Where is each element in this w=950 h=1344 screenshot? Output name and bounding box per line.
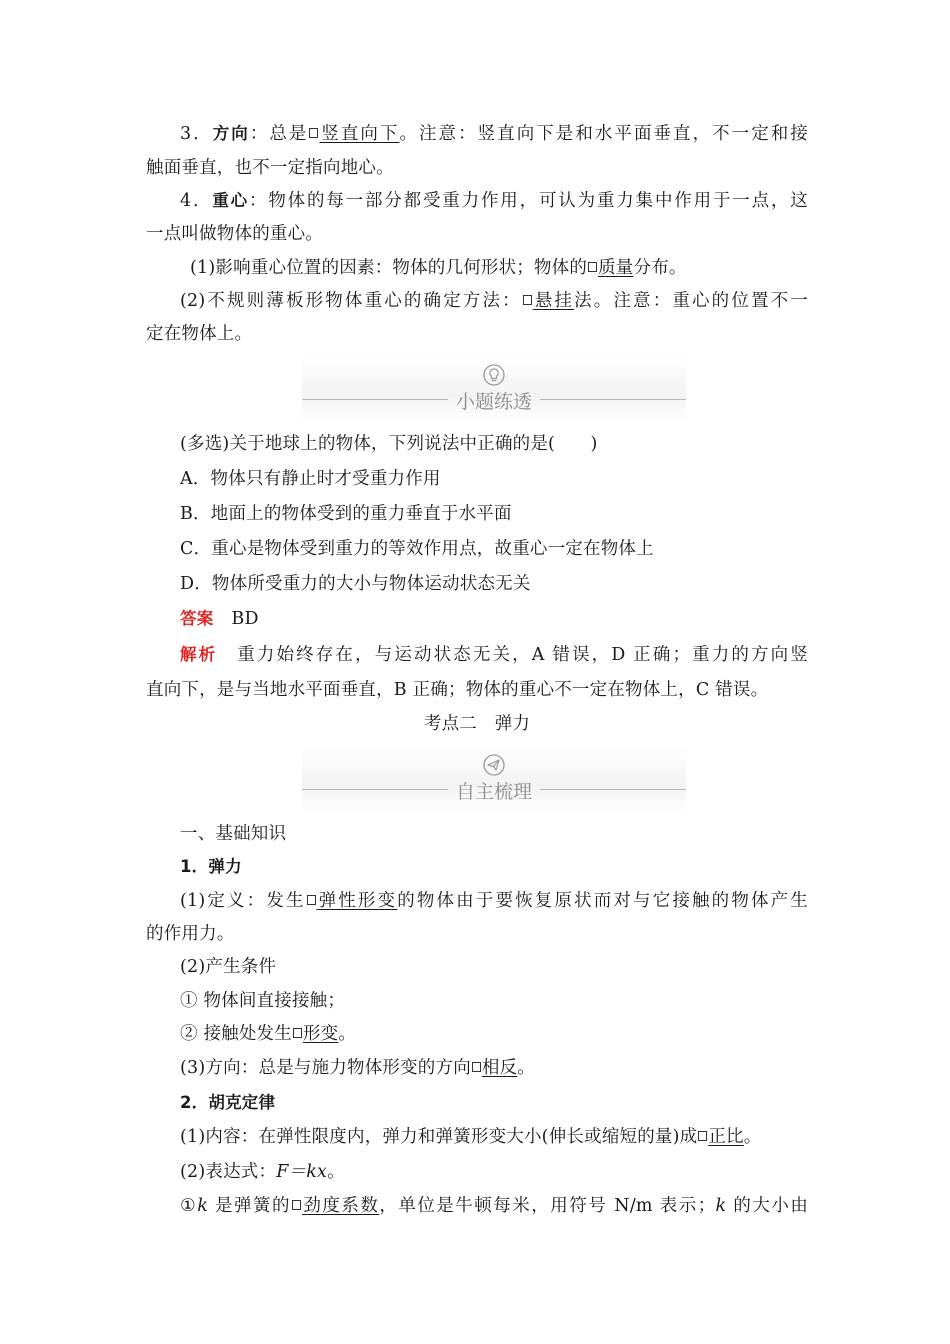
analysis-continuation: 直向下，是与当地水平面垂直，B 正确；物体的重心不一定在物体上，C 错误。 — [146, 680, 769, 700]
fill-blank-answer: 竖直向下 — [319, 124, 400, 144]
formula: F＝kx — [276, 1162, 328, 1182]
text: (3)方向：总是与施力物体形变的方向 — [180, 1058, 471, 1078]
answer-label: 答案 — [180, 609, 214, 628]
text: 法。注意：重心的位置不一 — [574, 291, 808, 311]
section-banner-self-study — [302, 746, 686, 812]
option-c: C．重心是物体受到重力的等效作用点，故重心一定在物体上 — [180, 539, 654, 559]
text: 是弹簧的 — [208, 1196, 292, 1216]
fill-blank-answer: 形变 — [302, 1024, 339, 1044]
text: (1)内容：在弹性限度内，弹力和弹簧形变大小(伸长或缩短的量)成 — [180, 1127, 698, 1147]
fill-blank-answer: 劲度系数 — [302, 1196, 380, 1216]
banner-title: 小题练透 — [455, 391, 532, 413]
paragraph-center-of-gravity — [180, 189, 808, 213]
paragraph-continuation: 触面垂直，也不一定指向地心。 — [146, 158, 394, 178]
text: (1)影响重心位置的因素：物体的几何形状；物体的 — [190, 258, 588, 278]
fill-blank-answer: 悬挂 — [532, 291, 575, 311]
section-banner-practice — [302, 356, 686, 422]
text: (2)不规则薄板形物体重心的确定方法： — [180, 291, 522, 311]
text: ，单位是牛顿每米，用符号 N/m 表示； — [379, 1196, 716, 1216]
blank-box-icon — [472, 1062, 481, 1072]
blank-box-icon — [309, 128, 318, 138]
analysis-label: 解析 — [180, 645, 218, 664]
item-number: 3． — [180, 124, 213, 144]
option-a: A．物体只有静止时才受重力作用 — [180, 469, 441, 489]
fill-blank-answer: 弹性形变 — [316, 891, 398, 911]
banner-title: 自主梳理 — [455, 781, 532, 803]
text: 。 — [327, 1162, 345, 1182]
text: 。 — [517, 1058, 535, 1078]
option-b: B．地面上的物体受到的重力垂直于水平面 — [180, 504, 512, 524]
paragraph-hooke-expression — [180, 1160, 808, 1184]
subsection-heading: 一、基础知识 — [180, 824, 287, 844]
text: ② 接触处发生 — [180, 1024, 292, 1044]
blank-box-icon — [293, 1028, 302, 1038]
paragraph-direction — [180, 122, 808, 146]
fill-blank-answer: 正比 — [708, 1127, 744, 1147]
text: 的物体由于要恢复原状而对与它接触的物体产生 — [397, 891, 808, 911]
analysis-line — [180, 643, 808, 667]
paragraph-continuation: 的作用力。 — [146, 924, 235, 944]
paragraph-continuation: 定在物体上。 — [146, 324, 253, 344]
paragraph-continuation: 一点叫做物体的重心。 — [146, 224, 323, 244]
answer-value: BD — [231, 609, 259, 629]
item-heading: 重心 — [212, 191, 249, 210]
text: (1)定义：发生 — [180, 891, 306, 911]
paper-plane-icon — [483, 754, 505, 776]
fill-blank-answer: 质量 — [598, 258, 634, 278]
option-d: D．物体所受重力的大小与物体运动状态无关 — [180, 574, 531, 594]
condition-item — [180, 1022, 808, 1046]
text: ：物体的每一部分都受重力作用，可认为重力集中作用于一点，这 — [248, 191, 808, 211]
symbol-k: k — [197, 1196, 208, 1216]
text: 。注意：竖直向下是和水平面垂直，不一定和接 — [399, 124, 808, 144]
blank-box-icon — [588, 262, 597, 272]
text: 。 — [743, 1127, 762, 1147]
blank-box-icon — [307, 895, 316, 905]
paragraph-factors — [190, 256, 808, 280]
conditions-heading: (2)产生条件 — [180, 957, 277, 977]
paragraph-definition — [180, 889, 808, 913]
text: 的大小由 — [726, 1196, 809, 1216]
paragraph-stiffness — [180, 1194, 808, 1218]
paragraph-hooke-content — [180, 1125, 808, 1149]
section-title: 考点二 弹力 — [423, 714, 531, 734]
blank-box-icon — [523, 295, 532, 305]
text: ：总是 — [249, 124, 309, 144]
text: ① — [180, 1196, 198, 1216]
paragraph-direction-elastic — [180, 1056, 808, 1080]
text: 分布。 — [633, 258, 687, 278]
text: 。 — [338, 1024, 357, 1044]
blank-box-icon — [292, 1200, 301, 1210]
symbol-k: k — [715, 1196, 727, 1216]
condition-item: ① 物体间直接接触； — [180, 991, 346, 1011]
answer-line — [180, 607, 808, 631]
fill-blank-answer: 相反 — [481, 1058, 518, 1078]
item-number: 4． — [180, 191, 213, 211]
topic-heading: 1．弹力 — [180, 857, 242, 876]
item-heading: 方向 — [212, 124, 250, 143]
question-stem: (多选)关于地球上的物体，下列说法中正确的是( ) — [180, 434, 598, 454]
text: (2)表达式： — [180, 1162, 277, 1182]
topic-heading: 2．胡克定律 — [180, 1093, 276, 1112]
analysis-text: 重力始终存在，与运动状态无关，A 错误，D 正确；重力的方向竖 — [235, 645, 808, 665]
paragraph-method — [180, 289, 808, 313]
lightbulb-icon — [483, 364, 505, 386]
blank-box-icon — [698, 1131, 707, 1141]
